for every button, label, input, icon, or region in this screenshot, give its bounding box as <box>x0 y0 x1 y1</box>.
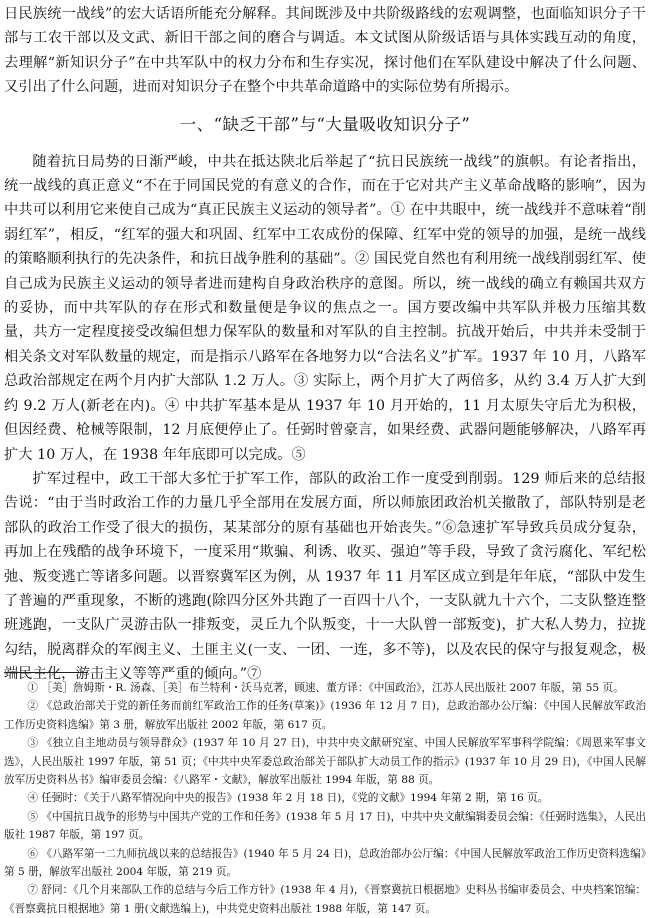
body-paragraph-1: 随着抗日局势的日渐严峻，中共在抵达陕北后举起了“抗日民族统一战线”的旗帜。有论者指出，统一战线的真正意义“不在于同国民党的有意义的合作，而在于它对共产主义革命战略的影响”，因为中共可以利用它来使自己成为“真正民族主义运动的领导者”。① 在中共眼中，统一战线并不意味着“削弱红军”，相反，“红军的强大和巩固、红军中工农成份的保障、红军中党的领导的加强，是统一战线的策略顺利执行的先决条件，和抗日战争胜利的基础”。② 国民党自然也有利用统一战线削弱红军、使自己成为民族主义运动的领导者进而建构自身政治秩序的意图。所以，统一战线的确立有赖国共双方的妥协，而中共军队的存在形式和数量便是争议的焦点之一。国方要改编中共军队并极力压缩其数量，共方一定程度接受改编但想力保军队的数量和对军队的自主控制。抗战开始后，中共并未受制于相关条文对军队数量的规定，而是指示八路军在各地努力以“合法名义”扩军。1937 年 10 月，八路军总政治部规定在两个月内扩大部队 1.2 万人。③ 实际上，两个月扩大了两倍多，从约 3.4 万人扩大到约 9.2 万人(新老在内)。④ 中共扩军基本是从 1937 年 10 月开始的，11 月太原失守后尤为积极，但因经费、枪械等限制，12 月底便停止了。任弼时曾豪言，如果经费、武器问题能够解决，八路军再扩大 10 万人，在 1938 年年底即可以完成。⑤ <box>4 153 646 463</box>
section-heading: 一、“缺乏干部”与“大量吸收知识分子” <box>179 114 471 134</box>
article-body <box>4 2 646 687</box>
footnotes <box>4 679 646 918</box>
footnote-3: ③ 《独立自主地动员与领导群众》(1937 年 10 月 27 日)，中共中央文献研究室、中国人民解放军军事科学院编：《周恩来军事文选》，人民出版社 1997 年版，第 51 页；《中共中央军委总政治部关于部队扩大动员工作的指示》(1937 年 10 月 29 日)，《中国人民解放军历史资料丛书》编审委员会编：《八路军・文献》，解放军出版社 1994 年版，第 88 页。 <box>4 737 646 787</box>
footnote-5: ⑤ 《中国抗日战争的形势与中国共产党的工作和任务》(1938 年 5 月 17 日)，中共中央文献编辑委员会编：《任弼时选集》，人民出版社 1987 年版，第 197 页。 <box>4 810 646 842</box>
footnote-2: ② 《总政治部关于党的新任务而前红军政治工作的任务(草案)》(1936 年 12 月 7 日)，总政治部办公厅编：《中国人民解放军政治工作历史资料选编》第 3 册，解放军出版社 2002 年版，第 617 页。 <box>4 700 646 731</box>
body-paragraph-2: 扩军过程中，政工干部大多忙于扩军工作，部队的政治工作一度受到削弱。129 师后来的总结报告说：“由于当时政治工作的力量几乎全部用在发展方面，所以师旅团政治机关撤散了，部队特别是老部队的政治工作受了很大的损伤，某某部分的原有基础也开始丧失。”⑥急速扩军导致兵员成分复杂，再加上在残酷的战争环境下，一度采用“欺骗、利诱、收买、强迫”等手段，导致了贪污腐化、军纪松弛、叛变逃亡等诸多问题。以晋察冀军区为例，从 1937 年 11 月军区成立到是年年底，“部队中发生了普遍的严重现象，不断的逃跑(除四分区外共跑了一百四十八个，一支队就九十六个，二支队整连整班逃跑，一支队广灵游击队一排叛变，灵丘九个队叛变，十一大队曾一部叛变)，扩大私人势力，拉拢勾结，脱离群众的军阀主义、土匪主义(一支、一团、一连，多不等)，以及农民的保守与报复观念，极端民主化，游击主义等等严重的倾向。”⑦ <box>4 470 646 683</box>
footnote-6: ⑥ 《八路军第一二九师抗战以来的总结报告》(1940 年 5 月 24 日)，总政治部办公厅编：《中国人民解放军政治工作历史资料选编》第 5 册，解放军出版社 2004 年版，第 219 页。 <box>4 847 646 879</box>
footnote-1: ① ［美］詹姆斯・R. 汤森、［美］布兰特利・沃马克著，顾速、董方译：《中国政治》，江苏人民出版社 2007 年版，第 55 页。 <box>27 682 624 694</box>
footnote-7: ⑦ 舒同：《几个月来部队工作的总结与今后工作方针》(1938 年 4 月)，《晋察冀抗日根据地》史料丛书编审委员会、中央档案馆编：《晋察冀抗日根据地》第 1 册(文献选编上)，中共党史资料出版社 1988 年版，第 147 页。 <box>4 884 646 915</box>
footnote-4: ④ 任弼时：《关于八路军情况向中央的报告》(1938 年 2 月 18 日)，《党的文献》1994 年第 2 期，第 16 页。 <box>27 792 549 805</box>
intro-paragraph: 日民族统一战线”的宏大话语所能充分解释。其间既涉及中共阶级路线的宏观调整，也面临知识分子干部与工农干部以及文武、新旧干部之间的磨合与调适。本文试图从阶级话语与具体实践互动的角度，去理解“新知识分子”在中共军队中的权力分布和生存实况，探讨他们在军队建设中解决了什么问题、又引出了什么问题，进而对知识分子在整个中共革命道路中的实际位势有所揭示。 <box>4 6 646 96</box>
footnote-divider <box>4 672 88 673</box>
